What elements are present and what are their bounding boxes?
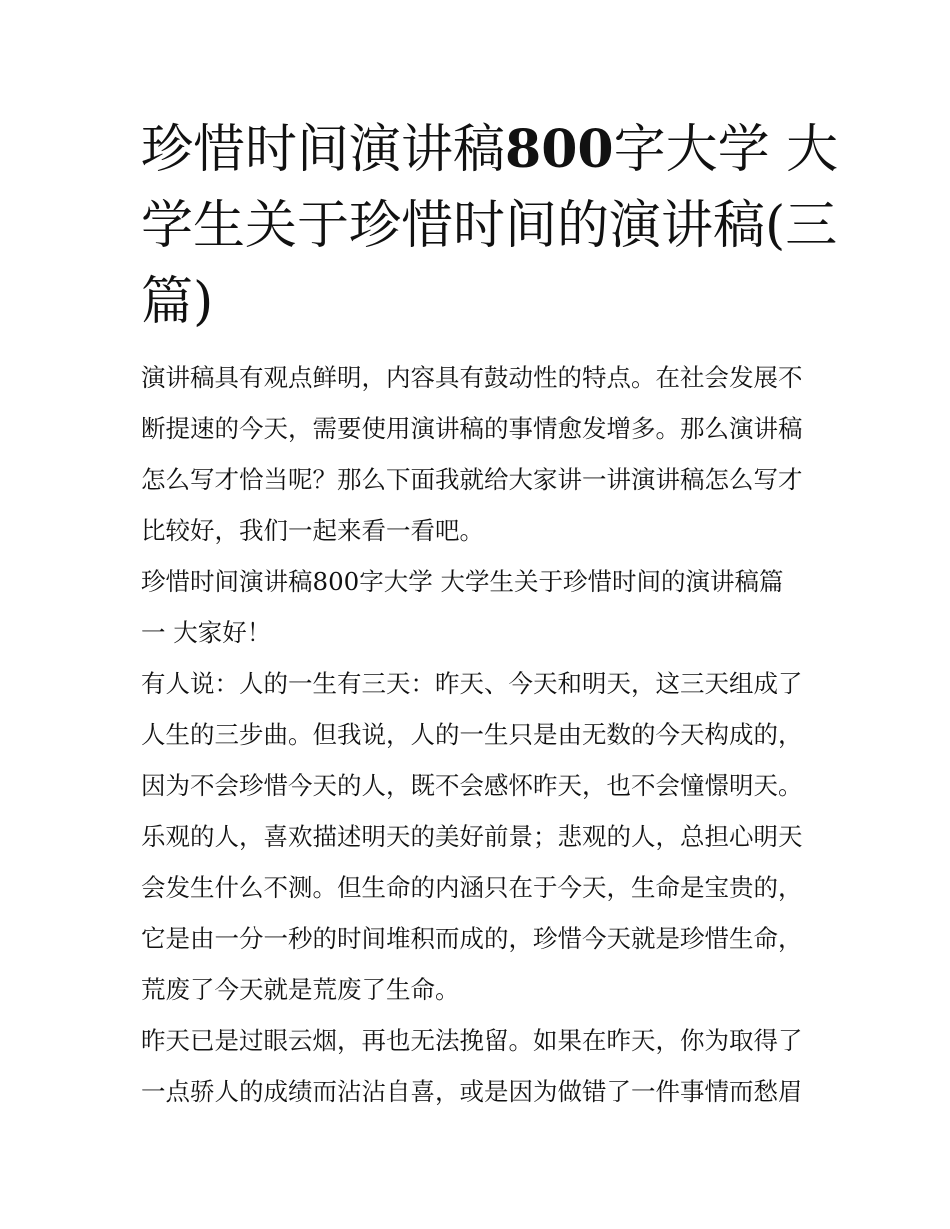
text-line: 怎么写才恰当呢？那么下面我就给大家讲一讲演讲稿怎么写才 — [141, 465, 803, 494]
text-line: 昨天已是过眼云烟，再也无法挽留。如果在昨天，你为取得了 — [141, 1026, 803, 1055]
text-line: 荒废了今天就是荒废了生命。 — [141, 975, 460, 1004]
text-line: 会发生什么不测。但生命的内涵只在于今天，生命是宝贵的， — [141, 873, 803, 902]
text-line: 珍惜时间演讲稿800字大学 大学生关于珍惜时间的演讲稿篇 — [141, 567, 784, 596]
title-line: 珍惜时间演讲稿800字大学 大 — [141, 119, 839, 180]
paragraph — [141, 556, 831, 658]
title-line: 篇) — [141, 272, 214, 332]
title-line: 学生关于珍惜时间的演讲稿(三 — [141, 196, 838, 256]
text-line: 比较好，我们一起来看一看吧。 — [141, 516, 484, 545]
paragraph — [141, 658, 831, 1015]
document-body — [141, 352, 831, 1117]
text-line: 因为不会珍惜今天的人，既不会感怀昨天，也不会憧憬明天。 — [141, 771, 803, 800]
paragraph — [141, 1015, 831, 1117]
document-title — [141, 112, 841, 340]
text-line: 一 大家好！ — [141, 618, 272, 647]
text-line: 乐观的人，喜欢描述明天的美好前景；悲观的人，总担心明天 — [141, 822, 803, 851]
text-line: 有人说：人的一生有三天：昨天、今天和明天，这三天组成了 — [141, 669, 803, 698]
text-line: 它是由一分一秒的时间堆积而成的，珍惜今天就是珍惜生命， — [141, 924, 803, 953]
text-line: 演讲稿具有观点鲜明，内容具有鼓动性的特点。在社会发展不 — [141, 363, 803, 392]
text-line: 人生的三步曲。但我说，人的一生只是由无数的今天构成的， — [141, 720, 803, 749]
paragraph — [141, 352, 831, 556]
text-line: 断提速的今天，需要使用演讲稿的事情愈发增多。那么演讲稿 — [141, 414, 803, 443]
text-line: 一点骄人的成绩而沾沾自喜，或是因为做错了一件事情而愁眉 — [141, 1077, 803, 1106]
